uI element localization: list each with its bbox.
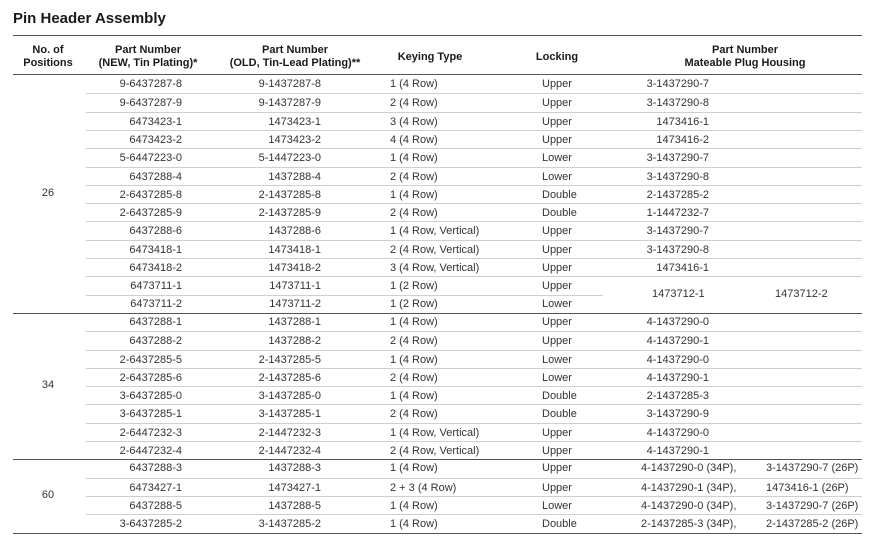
locking: Lower	[542, 170, 572, 183]
old-part-number: 1437288-3	[268, 462, 321, 475]
table-top-rule	[13, 35, 862, 36]
new-part-number: 2-6447232-3	[119, 426, 182, 439]
table-row	[86, 386, 862, 405]
table-row	[86, 295, 862, 313]
mateable-plug: 4-1437290-0	[646, 426, 709, 439]
keying-type: 1 (4 Row)	[390, 315, 438, 328]
keying-type: 2 (4 Row)	[390, 97, 438, 110]
new-part-number: 9-6437287-9	[119, 97, 182, 110]
keying-type: 1 (4 Row)	[390, 518, 438, 531]
keying-type: 1 (4 Row)	[390, 78, 438, 90]
mateable-plug: 1473416-1	[656, 262, 709, 274]
keying-type: 1 (4 Row)	[390, 499, 438, 512]
mateable-plug-merged-alt: 1473712-2	[775, 287, 828, 300]
header-old-pn-line2: (OLD, Tin-Lead Plating)**	[229, 57, 361, 69]
table-row	[86, 350, 862, 369]
old-part-number: 2-1447232-3	[258, 426, 321, 439]
header-new-pn-line1: Part Number	[114, 44, 182, 56]
header-new-part-number	[86, 44, 210, 70]
header-new-pn-line2: (NEW, Tin Plating)*	[98, 57, 198, 69]
page-title: Pin Header Assembly	[13, 10, 166, 27]
keying-type: 1 (2 Row)	[390, 280, 438, 293]
header-old-pn-line1: Part Number	[261, 44, 329, 56]
header-positions-line2: Positions	[23, 57, 73, 69]
table-row	[86, 441, 862, 460]
mateable-plug: 1473416-1	[656, 115, 709, 128]
new-part-number: 3-6437285-2	[119, 518, 182, 531]
locking: Upper	[542, 315, 572, 328]
locking: Upper	[542, 280, 572, 293]
old-part-number: 1473423-2	[268, 133, 321, 146]
new-part-number: 6437288-5	[129, 499, 182, 512]
old-part-number: 1437288-5	[268, 499, 321, 512]
locking: Double	[542, 518, 577, 531]
table-row	[86, 404, 862, 423]
keying-type: 2 (4 Row)	[390, 207, 438, 220]
table-row	[86, 459, 862, 477]
table-row	[86, 313, 862, 331]
mateable-plug: 1-1447232-7	[646, 207, 709, 220]
locking: Upper	[542, 481, 572, 494]
mateable-plug: 3-1437290-8	[646, 170, 709, 183]
table-row	[86, 276, 862, 295]
keying-type: 2 (4 Row, Vertical)	[390, 243, 480, 256]
mateable-plug: 2-1437285-2	[646, 188, 709, 201]
locking: Double	[542, 390, 577, 403]
table-row	[86, 258, 862, 277]
old-part-number: 3-1437285-1	[258, 408, 321, 421]
mateable-plug-alt: 1473416-1 (26P)	[766, 481, 849, 494]
locking: Double	[542, 207, 577, 220]
old-part-number: 1473711-2	[269, 297, 321, 310]
header-positions	[13, 44, 83, 70]
old-part-number: 1437288-6	[268, 225, 321, 238]
keying-type: 2 (4 Row, Vertical)	[390, 445, 480, 457]
positions-count: 34	[41, 379, 55, 392]
positions-count: 26	[41, 186, 55, 199]
old-part-number: 1473427-1	[268, 481, 321, 494]
old-part-number: 1473711-1	[269, 280, 321, 293]
keying-type: 1 (4 Row, Vertical)	[390, 225, 480, 238]
locking: Upper	[542, 445, 572, 457]
new-part-number: 6473427-1	[129, 481, 182, 494]
header-positions-line1: No. of	[32, 44, 64, 56]
locking: Upper	[542, 243, 572, 256]
table-row	[86, 496, 862, 515]
new-part-number: 6473423-2	[129, 133, 182, 146]
mateable-plug-alt: 3-1437290-7 (26P)	[766, 462, 859, 475]
locking: Upper	[542, 225, 572, 238]
locking: Upper	[542, 78, 572, 90]
partial-row-divider	[86, 295, 603, 296]
keying-type: 2 (4 Row)	[390, 335, 438, 348]
old-part-number: 1437288-2	[268, 335, 321, 348]
mateable-plug: 2-1437285-3	[646, 390, 709, 403]
table-bottom-rule	[13, 533, 862, 534]
table-row	[86, 423, 862, 442]
locking: Upper	[542, 462, 572, 475]
new-part-number: 6473418-1	[129, 243, 182, 256]
table-row	[86, 93, 862, 112]
locking: Upper	[542, 133, 572, 146]
new-part-number: 5-6447223-0	[119, 152, 182, 165]
new-part-number: 6473711-2	[130, 297, 182, 310]
mateable-plug: 4-1437290-0	[646, 353, 709, 366]
mateable-plug: 4-1437290-0 (34P),	[641, 462, 737, 475]
new-part-number: 3-6437285-0	[119, 390, 182, 403]
keying-type: 4 (4 Row)	[390, 133, 438, 146]
keying-type: 2 + 3 (4 Row)	[390, 481, 457, 494]
new-part-number: 6473711-1	[130, 280, 182, 293]
header-locking: Locking	[535, 51, 579, 63]
old-part-number: 3-1437285-2	[258, 518, 321, 531]
table-row	[86, 203, 862, 222]
keying-type: 2 (4 Row)	[390, 170, 438, 183]
keying-type: 1 (4 Row)	[390, 462, 438, 475]
locking: Upper	[542, 335, 572, 348]
keying-type: 2 (4 Row)	[390, 408, 438, 421]
locking: Double	[542, 408, 577, 421]
locking: Double	[542, 188, 577, 201]
new-part-number: 2-6447232-4	[119, 445, 182, 457]
new-part-number: 2-6437285-9	[119, 207, 182, 220]
old-part-number: 2-1437285-9	[258, 207, 321, 220]
table-row	[86, 221, 862, 240]
table-row	[86, 368, 862, 387]
old-part-number: 2-1437285-6	[258, 371, 321, 384]
new-part-number: 9-6437287-8	[119, 78, 182, 90]
mateable-plug-alt: 3-1437290-7 (26P)	[766, 499, 859, 512]
locking: Lower	[542, 499, 572, 512]
old-part-number: 1473418-2	[268, 262, 321, 274]
table-row	[86, 130, 862, 149]
locking: Upper	[542, 262, 572, 274]
table-row	[86, 112, 862, 131]
locking: Lower	[542, 297, 572, 310]
positions-count: 60	[41, 488, 55, 501]
keying-type: 1 (4 Row, Vertical)	[390, 426, 480, 439]
new-part-number: 6437288-3	[129, 462, 182, 475]
header-mateable-plug	[630, 44, 860, 70]
mateable-plug: 3-1437290-8	[646, 243, 709, 256]
header-keying-type: Keying Type	[397, 51, 463, 63]
old-part-number: 2-1447232-4	[258, 445, 321, 457]
mateable-plug: 3-1437290-9	[646, 408, 709, 421]
locking: Upper	[542, 97, 572, 110]
mateable-plug: 3-1437290-7	[646, 225, 709, 238]
old-part-number: 1473418-1	[268, 243, 321, 256]
header-mate-line2: Mateable Plug Housing	[684, 57, 806, 69]
keying-type: 2 (4 Row)	[390, 371, 438, 384]
keying-type: 1 (4 Row)	[390, 188, 438, 201]
old-part-number: 2-1437285-5	[258, 353, 321, 366]
old-part-number: 1437288-1	[268, 315, 321, 328]
new-part-number: 6437288-4	[129, 170, 182, 183]
mateable-plug: 1473416-2	[656, 133, 709, 146]
keying-type: 1 (4 Row)	[390, 353, 438, 366]
keying-type: 1 (4 Row)	[390, 390, 438, 403]
locking: Upper	[542, 115, 572, 128]
mateable-plug: 3-1437290-7	[646, 152, 709, 165]
locking: Lower	[542, 152, 572, 165]
table-row	[86, 185, 862, 204]
mateable-plug: 4-1437290-0	[646, 315, 709, 328]
mateable-plug: 2-1437285-3 (34P),	[641, 518, 737, 531]
old-part-number: 1473423-1	[268, 115, 321, 128]
keying-type: 1 (4 Row)	[390, 152, 438, 165]
table-row	[86, 75, 862, 93]
table-row	[86, 478, 862, 497]
mateable-plug-merged: 1473712-1	[652, 287, 705, 300]
old-part-number: 5-1447223-0	[258, 152, 321, 165]
old-part-number: 9-1437287-8	[258, 78, 321, 90]
mateable-plug-alt: 2-1437285-2 (26P)	[766, 518, 859, 531]
table-row	[86, 148, 862, 167]
table-row	[86, 240, 862, 259]
keying-type: 3 (4 Row, Vertical)	[390, 262, 480, 274]
mateable-plug: 4-1437290-1	[646, 445, 709, 457]
mateable-plug: 4-1437290-0 (34P),	[641, 499, 737, 512]
new-part-number: 6437288-6	[129, 225, 182, 238]
mateable-plug: 3-1437290-7	[646, 78, 709, 90]
new-part-number: 2-6437285-6	[119, 371, 182, 384]
new-part-number: 6437288-2	[129, 335, 182, 348]
new-part-number: 6473418-2	[129, 262, 182, 274]
locking: Upper	[542, 426, 572, 439]
new-part-number: 3-6437285-1	[119, 408, 182, 421]
mateable-plug: 4-1437290-1	[646, 335, 709, 348]
keying-type: 3 (4 Row)	[390, 115, 438, 128]
old-part-number: 2-1437285-8	[258, 188, 321, 201]
mateable-plug: 4-1437290-1 (34P),	[641, 481, 737, 494]
header-mate-line1: Part Number	[711, 44, 779, 56]
table-row	[86, 331, 862, 350]
table-row	[86, 514, 862, 533]
new-part-number: 2-6437285-5	[119, 353, 182, 366]
keying-type: 1 (2 Row)	[390, 297, 438, 310]
new-part-number: 2-6437285-8	[119, 188, 182, 201]
locking: Lower	[542, 371, 572, 384]
table-row	[86, 167, 862, 186]
old-part-number: 1437288-4	[268, 170, 321, 183]
mateable-plug: 4-1437290-1	[646, 371, 709, 384]
locking: Lower	[542, 353, 572, 366]
mateable-plug: 3-1437290-8	[646, 97, 709, 110]
old-part-number: 9-1437287-9	[258, 97, 321, 110]
new-part-number: 6437288-1	[129, 315, 182, 328]
old-part-number: 3-1437285-0	[258, 390, 321, 403]
new-part-number: 6473423-1	[129, 115, 182, 128]
header-old-part-number	[220, 44, 370, 70]
